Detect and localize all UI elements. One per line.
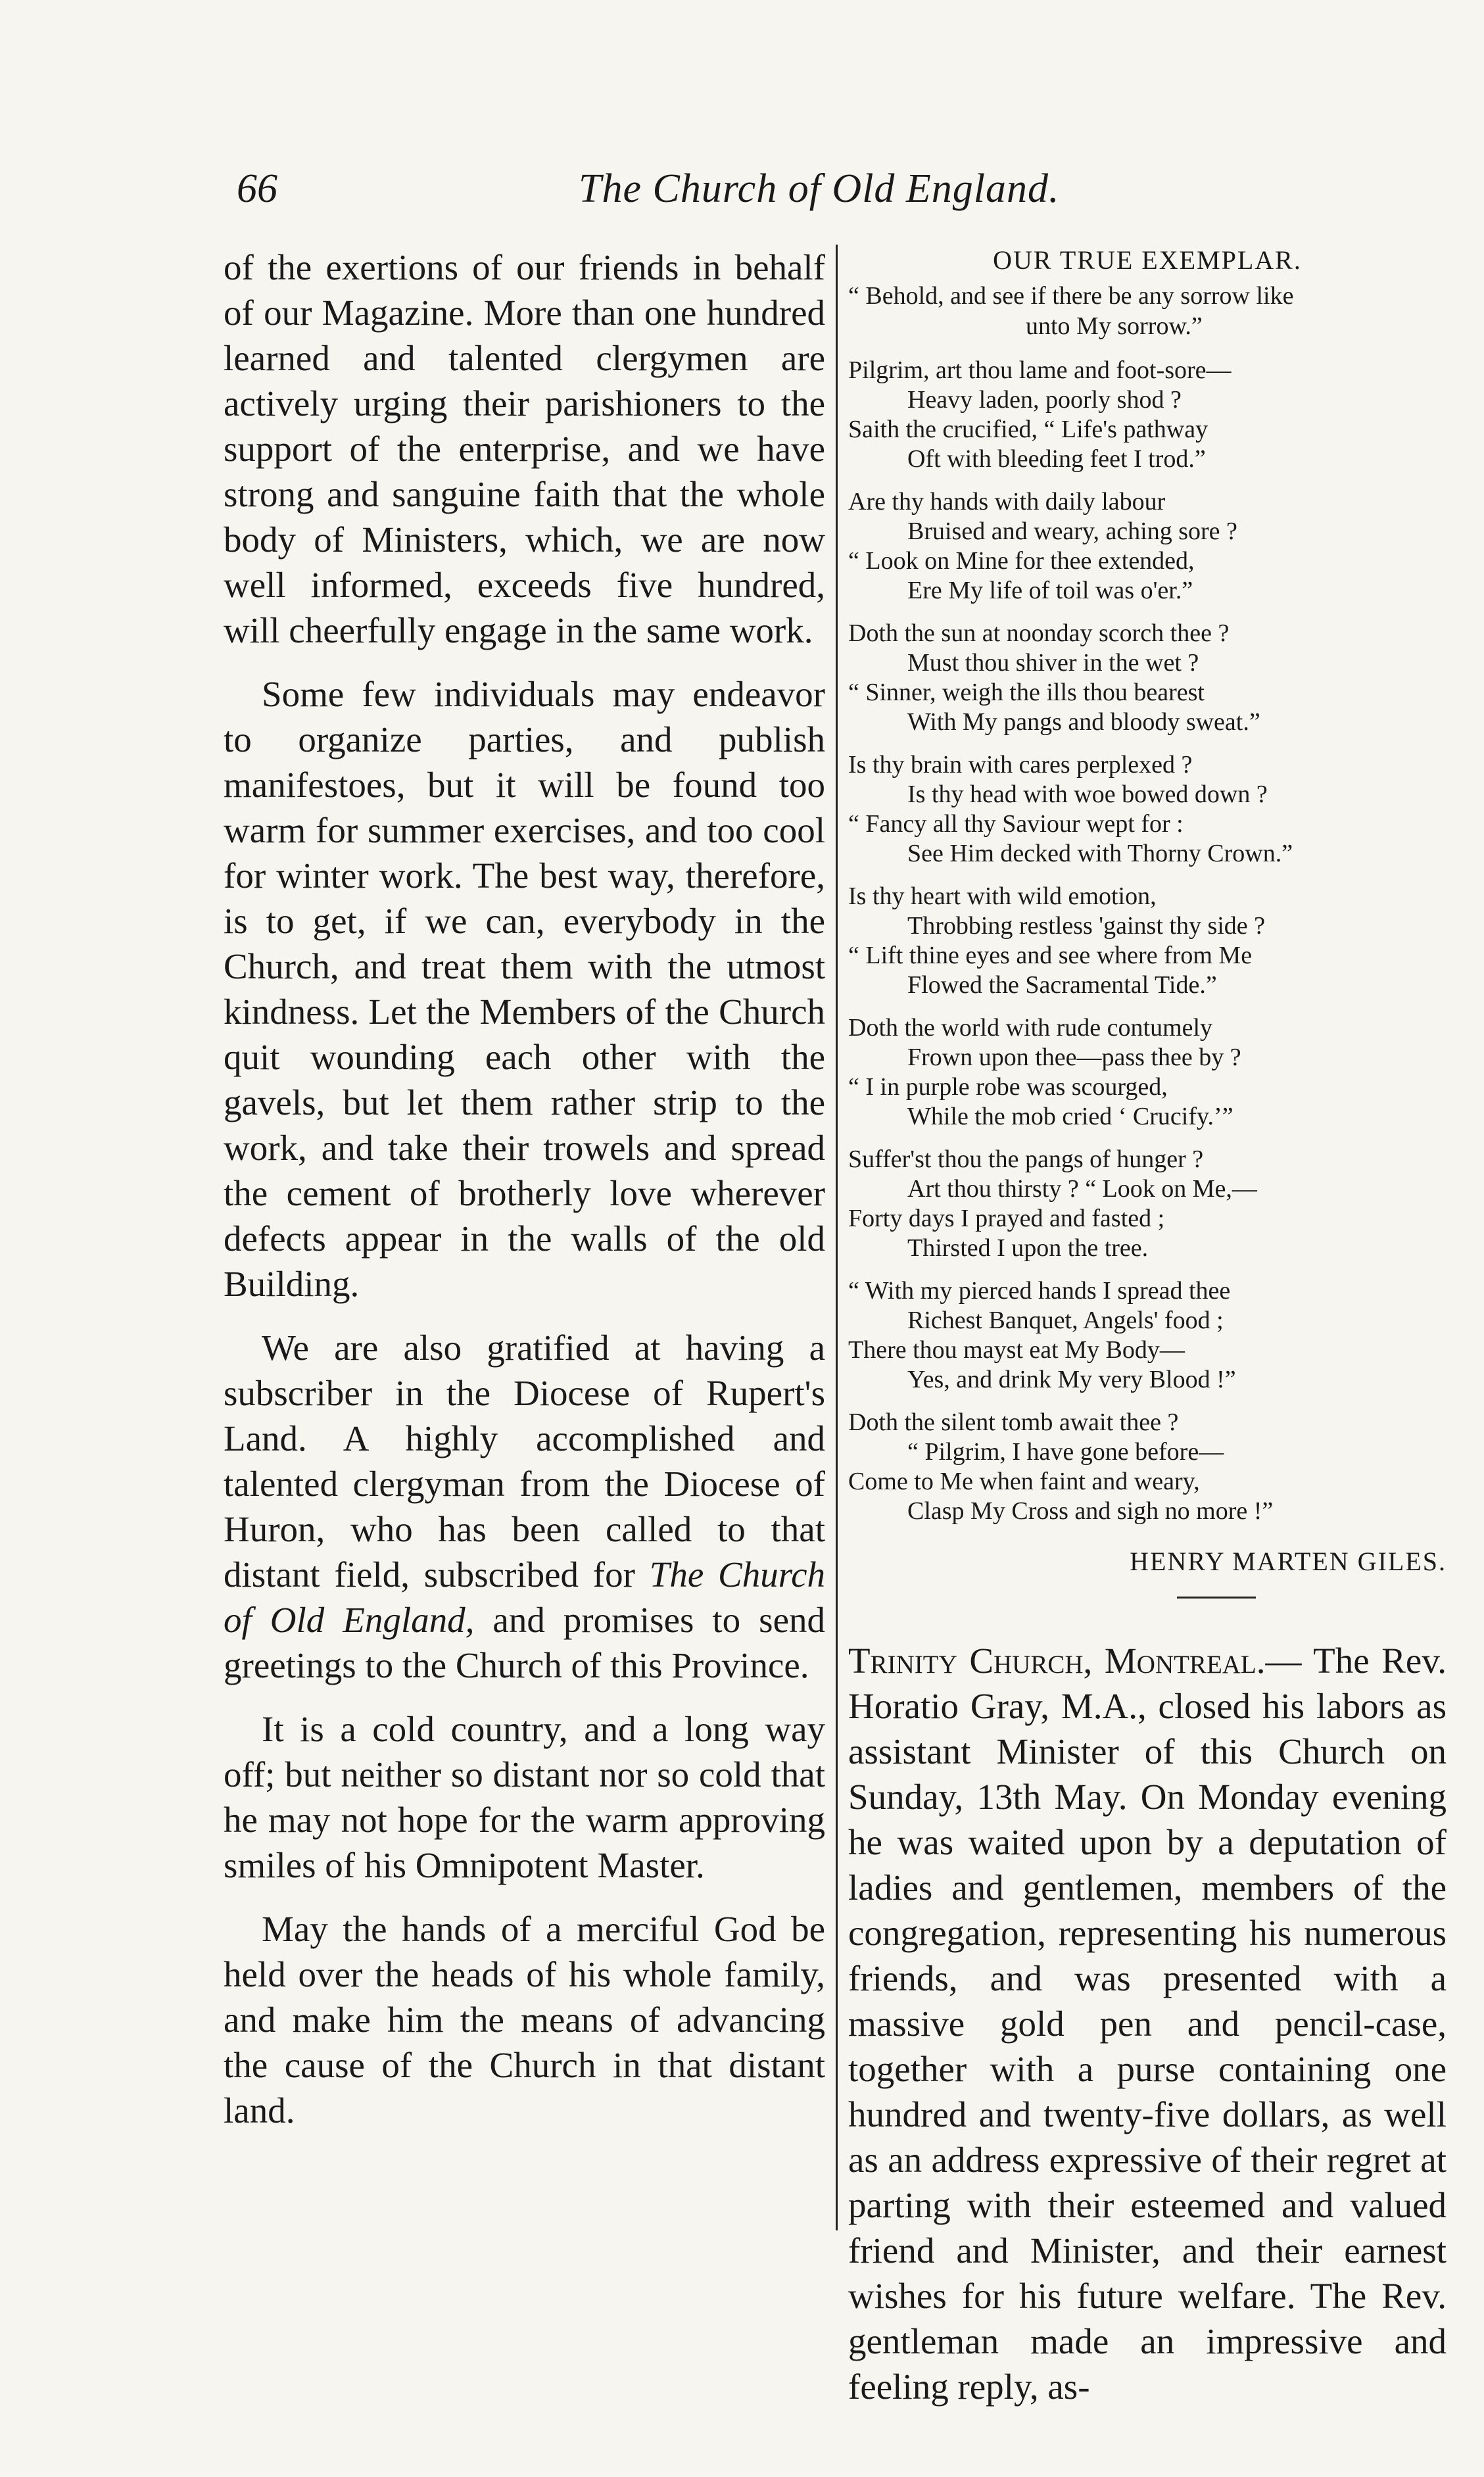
poem-line: Is thy head with woe bowed down ? [907,781,1268,808]
magazine-title: The Church of Old England, [224,1554,825,1640]
epigraph-line: “ Behold, and see if there be any sorrow like [848,282,1294,310]
column-divider [836,245,838,2230]
poem-line: Are thy hands with daily labour [848,488,1166,516]
poem-stanza [848,1276,1447,1395]
poem-line: Thirsted I upon the tree. [907,1234,1149,1262]
poem-stanza [848,356,1447,474]
poem-line: “ With my pierced hands I spread thee [848,1277,1231,1305]
poem-line: Clasp My Cross and sigh no more !” [907,1497,1274,1525]
poem-line: Throbbing restless 'gainst thy side ? [907,912,1266,940]
paragraph: of the exertions of our friends in behalf of our Magazine. More than one hundred learned and talented clergymen are actively urging their parishioners to the support of the enterprise, and we have strong and sanguine faith that the whole body of Ministers, which, we are now well informed, exceeds five hundred, will cheerfully engage in the same work. [224,247,825,650]
section-separator [1177,1597,1256,1599]
poem-line: “ Look on Mine for thee extended, [848,547,1195,575]
poem-line: Is thy heart with wild emotion, [848,882,1157,910]
poem-line: “ Sinner, weigh the ills thou bearest [848,679,1205,706]
poem-line: “ Pilgrim, I have gone before— [907,1438,1224,1466]
poem-stanza [848,1408,1447,1526]
poem-author: HENRY MARTEN GILES. [1130,1547,1447,1576]
poem-line: Heavy laden, poorly shod ? [907,386,1182,414]
paragraph: Some few individuals may endeavor to organize parties, and publish manifestoes, but it will be found too warm for summer exercises, and too cool for winter work. The best way, therefore, is to get, if we can, everybody in the Church, and treat them with the utmost kindness. Let the Members of the Church quit wounding each other with the gavels, but let them rather strip to the work, and take their trowels and spread the cement of brotherly love wherever defects appear in the walls of the old Building. [224,674,825,1304]
poem-stanza [848,882,1447,1000]
poem-line: “ Fancy all thy Saviour wept for : [848,810,1184,838]
paragraph: May the hands of a merciful God be held over the heads of his whole family, and make him the means of advancing the cause of the Church in that distant land. [224,1909,825,2130]
poem-line: Pilgrim, art thou lame and foot-sore— [848,356,1232,384]
page-number: 66 [237,166,277,211]
poem-line: Frown upon thee—pass thee by ? [907,1044,1241,1071]
article-heading: Trinity Church, Montreal. [848,1641,1266,1681]
poem-line: Oft with bleeding feet I trod.” [907,445,1206,473]
paragraph-text: We are also gratified at having a subscriber in the Diocese of Rupert's Land. A highly accomplished and talented clergyman from the Diocese of Huron, who has been called to that distant field, subscribed for [224,1328,825,1595]
right-column [848,245,1447,2409]
poem-line: Saith the crucified, “ Life's pathway [848,416,1209,443]
poem-line: There thou mayst eat My Body— [848,1336,1185,1364]
poem-epigraph [848,281,1447,341]
poem-line: “ Lift thine eyes and see where from Me [848,942,1253,969]
poem-title: OUR TRUE EXEMPLAR. [993,245,1302,275]
running-title: The Church of Old England. [579,166,1060,211]
trinity-church-article [848,1638,1447,2409]
poem-line: Forty days I prayed and fasted ; [848,1205,1165,1232]
poem-line: Come to Me when faint and weary, [848,1468,1200,1495]
left-column [224,245,825,2152]
poem-line: See Him decked with Thorny Crown.” [907,840,1293,867]
poem-line: With My pangs and bloody sweat.” [907,708,1260,736]
poem-stanza [848,619,1447,737]
poem-line: Doth the sun at noonday scorch thee ? [848,619,1230,647]
poem-line: Yes, and drink My very Blood !” [907,1366,1236,1393]
poem-stanza [848,750,1447,869]
poem-line: Richest Banquet, Angels' food ; [907,1307,1224,1334]
article-text: — The Rev. Horatio Gray, M.A., closed his labors as assistant Minister of this Church on Sunday, 13th May. On Monday evening he was waited upon by a deputation of ladies and gentlemen, members of the congregation, representing his numerous friends, and was presented with a massive gold pen and pencil-case, together with a purse containing one hundred and twenty-five dollars, as well as an address expressive of their regret at parting with their esteemed and valued friend and Minister, and their earnest wishes for his future welfare. The Rev. gentleman made an impressive and feeling reply, as- [848,1641,1447,2407]
poem-line: “ I in purple robe was scourged, [848,1073,1168,1101]
poem-line: Bruised and weary, aching sore ? [907,517,1237,545]
poem-stanza [848,487,1447,606]
paragraph: It is a cold country, and a long way off; but neither so distant nor so cold that he may not hope for the warm approving smiles of his Omnipotent Master. [224,1709,825,1885]
poem-line: Doth the silent tomb await thee ? [848,1408,1179,1436]
poem-line: Suffer'st thou the pangs of hunger ? [848,1145,1204,1173]
poem-stanza [848,1145,1447,1263]
poem-line: Ere My life of toil was o'er.” [907,577,1193,604]
page-header [237,166,1460,218]
poem-line: While the mob cried ‘ Crucify.’” [907,1103,1233,1130]
poem-line: Flowed the Sacramental Tide.” [907,971,1217,999]
poem-stanzas [848,356,1447,1526]
epigraph-line: unto My sorrow.” [1026,312,1203,340]
poem-line: Must thou shiver in the wet ? [907,649,1199,677]
paragraph-text: and promises to send greetings to the Church of this Province. [224,1600,825,1685]
poem-line: Art thou thirsty ? “ Look on Me,— [907,1175,1257,1203]
poem-line: Doth the world with rude contumely [848,1014,1213,1042]
paragraph [224,1325,825,1688]
poem-stanza [848,1013,1447,1132]
poem-line: Is thy brain with cares perplexed ? [848,751,1193,779]
